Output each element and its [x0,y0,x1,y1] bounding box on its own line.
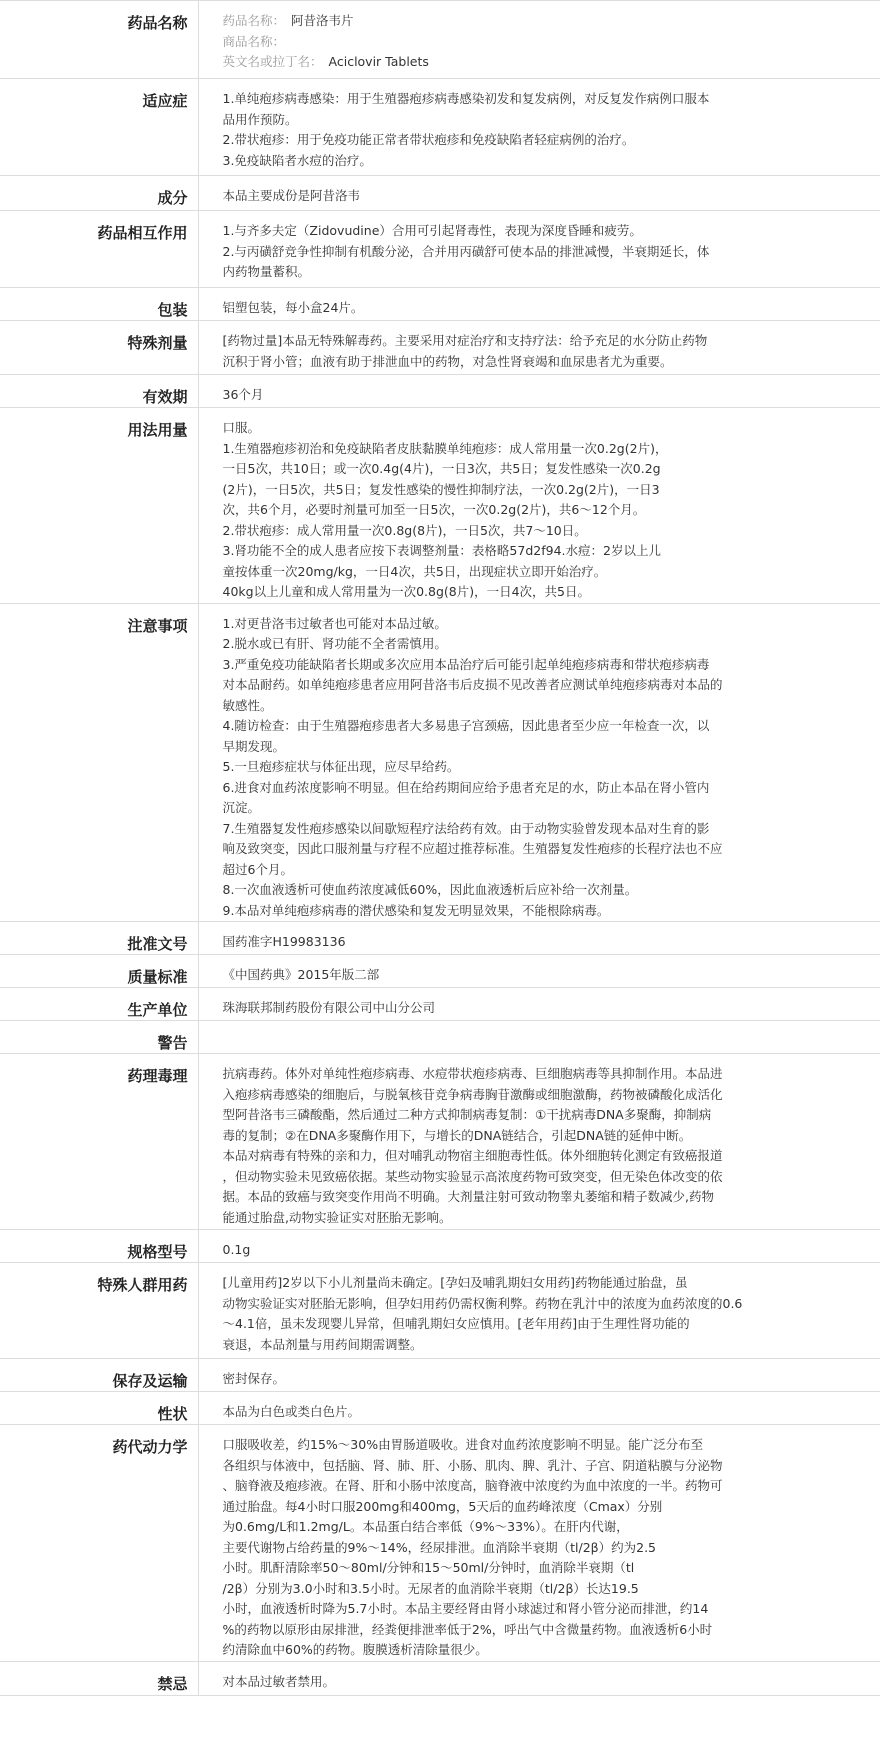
dosage-label: 用法用量 [0,408,198,604]
properties-text-line: 本品为白色或类白色片。 [222,1404,361,1419]
name-label: 药品名称 [0,1,198,79]
pharmacology-label: 药理毒理 [0,1054,198,1230]
row-warning [0,1021,880,1054]
special_dose-label: 特殊剂量 [0,321,198,375]
pharmacology-text-line: ，但动物实验未见致癌依据。某些动物实验显示高浓度药物可致突变，但无染色体改变的依 [222,1168,723,1184]
special_dose-text-line: [药物过量]本品无特殊解毒药。主要采用对症治疗和支持疗法：给予充足的水分防止药物 [222,333,708,348]
manufacturer-text-line: 珠海联邦制药股份有限公司中山分公司 [222,1000,436,1015]
special_population-value [198,1263,880,1359]
pharmacokinetics-text-line: 通过胎盘。每4小时口服200mg和400mg，5天后的血药峰浓度（Cmax）分别 [222,1498,663,1514]
dosage-text-line: 2.带状疱疹：成人常用量一次0.8g(8片)，一日5次，共7～10日。 [222,522,587,538]
precautions-text-line: 1.对更昔洛韦过敏者也可能对本品过敏。 [222,615,447,631]
pharmacokinetics-text-line: 约清除血中60%的药物。腹膜透析清除量很少。 [222,1642,488,1657]
trade-label: 商品名称： [222,33,286,49]
pharmacokinetics-text-line: 口服吸收差，约15%～30%由胃肠道吸收。进食对血药浓度影响不明显。能广泛分布至 [222,1437,704,1452]
ingredients-value [198,176,880,211]
row-special_population [0,1263,880,1359]
special_population-text-line: ～4.1倍，虽未发现婴儿异常，但哺乳期妇女应慎用。[老年用药]由于生理性肾功能的 [222,1316,690,1331]
dosage-text-line: 40kg以上儿童和成人常用量为一次0.8g(8片)，一日4次，共5日。 [222,584,591,599]
precautions-value [198,603,880,922]
validity-text-line: 36个月 [222,387,264,402]
precautions-text-line: 2.脱水或已有肝、肾功能不全者需慎用。 [222,636,447,651]
properties-value [198,1392,880,1425]
row-validity [0,375,880,408]
precautions-text-line: 3.严重免疫功能缺陷者长期或多次应用本品治疗后可能引起单纯疱疹病毒和带状疱疹病毒 [222,656,710,672]
pharmacokinetics-text-line: 主要代谢物占给药量的9%～14%，经尿排泄。血消除半衰期（tl/2β）约为2.5 [222,1539,657,1555]
precautions-text-line: 早期发现。 [222,738,286,754]
pharmacokinetics-text-line: 各组织与体液中，包括脑、肾、肺、肝、小肠、肌肉、脾、乳汁、子宫、阴道粘膜与分泌物 [222,1457,723,1473]
dosage-text-line: 一日5次，共10日；或一次0.4g(4片)，一日3次，共5日；复发性感染一次0.2g [222,461,661,476]
precautions-text-line: 对本品耐药。如单纯疱疹患者应用阿昔洛韦后皮损不见改善者应测试单纯疱疹病毒对本品的 [222,677,723,692]
pharmacology-text-line: 入疱疹病毒感染的细胞后，与脱氧核苷竞争病毒胸苷激酶或细胞激酶，药物被磷酸化成活化 [222,1086,723,1102]
storage-text-line: 密封保存。 [222,1371,286,1386]
row-special_dose [0,321,880,375]
row-package [0,288,880,321]
pharmacology-text-line: 能通过胎盘,动物实验证实对胚胎无影响。 [222,1209,452,1225]
ingredients-text-line: 本品主要成份是阿昔洛韦 [222,188,361,203]
english-value: Aciclovir Tablets [328,54,429,69]
row-precautions [0,603,880,922]
pharmacokinetics-text-line: 、脑脊液及疱疹液。在肾、肝和小肠中浓度高，脑脊液中浓度约为血中浓度的一半。药物可 [222,1478,723,1493]
row-storage [0,1359,880,1392]
dosage-text-line: 3.肾功能不全的成人患者应按下表调整剂量：表格略57d2f94.水痘：2岁以上儿 [222,543,661,558]
contraindications-label: 禁忌 [0,1661,198,1695]
row-interactions [0,211,880,288]
interactions-text-line: 2.与丙磺舒竞争性抑制有机酸分泌，合并用丙磺舒可使本品的排泄减慢，半衰期延长，体 [222,243,710,259]
manufacturer-value [198,988,880,1021]
special_population-label: 特殊人群用药 [0,1263,198,1359]
row-manufacturer [0,988,880,1021]
pharmacology-text-line: 型阿昔洛韦三磷酸酯，然后通过二种方式抑制病毒复制：①干扰病毒DNA多聚酶，抑制病 [222,1107,712,1122]
contraindications-text-line: 对本品过敏者禁用。 [222,1673,336,1689]
pharmacokinetics-text-line: %的药物以原形由尿排泄，经粪便排泄率低于2%，呼出气中含微量药物。血液透析6小时 [222,1621,713,1637]
package-text-line: 铝塑包装，每小盒24片。 [222,300,364,315]
pharmacokinetics-label: 药代动力学 [0,1425,198,1662]
indications-label: 适应症 [0,79,198,176]
pharmacology-text-line: 毒的复制；②在DNA多聚酶作用下，与增长的DNA链结合，引起DNA链的延伸中断。 [222,1127,692,1143]
row-contraindications [0,1661,880,1695]
name-line [223,11,841,32]
pharmacokinetics-text-line: 小时，血液透析时降为5.7小时。本品主要经肾由肾小球滤过和肾小管分泌而排泄，约14 [222,1601,709,1616]
precautions-text-line: 超过6个月。 [222,861,293,877]
pharmacology-text-line: 抗病毒药。体外对单纯性疱疹病毒、水痘带状疱疹病毒、巨细胞病毒等具抑制作用。本品进 [222,1066,723,1081]
generic-label: 药品名称： [222,13,286,28]
indications-text-line: 3.免疫缺陷者水痘的治疗。 [222,152,372,168]
row-indications [0,79,880,176]
pharmacology-value [198,1054,880,1230]
approval-text-line: 国药准字H19983136 [222,934,346,949]
precautions-text-line: 5.一旦疱疹症状与体征出现，应尽早给药。 [222,759,460,774]
name-value [198,1,880,79]
dosage-text-line: 次，共6个月，必要时剂量可加至一日5次，一次0.2g(2片)，共6～12个月。 [222,502,646,517]
approval-label: 批准文号 [0,922,198,955]
english-label: 英文名或拉丁名： [222,54,323,69]
precautions-text-line: 7.生殖器复发性疱疹感染以间歇短程疗法给药有效。由于动物实验曾发现本品对生育的影 [222,820,710,836]
specification-label: 规格型号 [0,1230,198,1263]
special_dose-value [198,321,880,375]
pharmacokinetics-value [198,1425,880,1662]
precautions-text-line: 沉淀。 [222,800,261,815]
row-properties [0,1392,880,1425]
special_population-text-line: 动物实验证实对胚胎无影响，但孕妇用药仍需权衡利弊。药物在乳汁中的浓度为血药浓度的0.6 [222,1295,743,1311]
interactions-text-line: 内药物量蓄积。 [222,264,311,279]
row-pharmacology [0,1054,880,1230]
generic-value: 阿昔洛韦片 [291,13,354,28]
precautions-text-line: 8.一次血液透析可使血药浓度减低60%，因此血液透析后应补给一次剂量。 [222,882,638,897]
standard-text-line: 《中国药典》2015年版二部 [222,967,380,982]
row-specification [0,1230,880,1263]
pharmacokinetics-text-line: /2β）分别为3.0小时和3.5小时。无尿者的血消除半衰期（tl/2β）长达19.5 [222,1580,639,1596]
pharmacokinetics-text-line: 为0.6mg/L和1.2mg/L。本品蛋白结合率低（9%～33%）。在肝内代谢， [222,1519,629,1534]
precautions-text-line: 9.本品对单纯疱疹病毒的潜伏感染和复发无明显效果，不能根除病毒。 [222,902,610,918]
validity-label: 有效期 [0,375,198,408]
precautions-text-line: 6.进食对血药浓度影响不明显。但在给药期间应给予患者充足的水，防止本品在肾小管内 [222,779,710,795]
pharmacology-text-line: 据。本品的致癌与致突变作用尚不明确。大剂量注射可致动物睾丸萎缩和精子数减少,药物 [222,1189,714,1204]
precautions-text-line: 响及致突变，因此口服剂量与疗程不应超过推荐标准。生殖器复发性疱疹的长程疗法也不应 [222,841,723,856]
storage-value [198,1359,880,1392]
precautions-text-line: 敏感性。 [222,697,273,713]
interactions-text-line: 1.与齐多夫定（Zidovudine）合用可引起肾毒性，表现为深度昏睡和疲劳。 [222,223,642,238]
validity-value [198,375,880,408]
storage-label: 保存及运输 [0,1359,198,1392]
row-approval [0,922,880,955]
specification-value [198,1230,880,1263]
dosage-text-line: 1.生殖器疱疹初治和免疫缺陷者皮肤黏膜单纯疱疹：成人常用量一次0.2g(2片)， [222,440,668,456]
pharmacology-text-line: 本品对病毒有特殊的亲和力，但对哺乳动物宿主细胞毒性低。体外细胞转化测定有致癌报道 [222,1148,723,1163]
special_dose-text-line: 沉积于肾小管；血液有助于排泄血中的药物，对急性肾衰竭和血尿患者尤为重要。 [222,353,673,369]
package-value [198,288,880,321]
row-ingredients [0,176,880,211]
interactions-label: 药品相互作用 [0,211,198,288]
indications-text-line: 2.带状疱疹：用于免疫功能正常者带状疱疹和免疫缺陷者轻症病例的治疗。 [222,132,635,147]
contraindications-value [198,1661,880,1695]
row-pharmacokinetics [0,1425,880,1662]
warning-label: 警告 [0,1021,198,1054]
pharmacokinetics-text-line: 小时。肌酐清除率50～80ml/分钟和15～50ml/分钟时，血消除半衰期（tl [222,1560,635,1575]
special_population-text-line: [儿童用药]2岁以下小儿剂量尚未确定。[孕妇及哺乳期妇女用药]药物能通过胎盘，虽 [222,1275,688,1290]
row-name [0,1,880,79]
row-standard [0,955,880,988]
precautions-text-line: 4.随访检查：由于生殖器疱疹患者大多易患子宫颈癌，因此患者至少应一年检查一次，以 [222,718,710,733]
special_population-text-line: 衰退，本品剂量与用药间期需调整。 [222,1336,423,1352]
spec-table-body [0,1,880,1696]
specification-text-line: 0.1g [222,1242,251,1257]
precautions-label: 注意事项 [0,603,198,922]
indications-text-line: 品用作预防。 [222,111,298,127]
interactions-value [198,211,880,288]
indications-value [198,79,880,176]
standard-value [198,955,880,988]
standard-label: 质量标准 [0,955,198,988]
properties-label: 性状 [0,1392,198,1425]
manufacturer-label: 生产单位 [0,988,198,1021]
dosage-text-line: 童按体重一次20mg/kg，一日4次，共5日，出现症状立即开始治疗。 [222,563,607,579]
dosage-text-line: 口服。 [222,420,261,435]
warning-value [198,1021,880,1054]
dosage-value [198,408,880,604]
ingredients-label: 成分 [0,176,198,211]
package-label: 包装 [0,288,198,321]
name-line [223,32,841,53]
name-line [223,52,841,73]
approval-value [198,922,880,955]
dosage-text-line: (2片)，一日5次，共5日；复发性感染的慢性抑制疗法，一次0.2g(2片)，一日3 [222,481,660,497]
row-dosage [0,408,880,604]
indications-text-line: 1.单纯疱疹病毒感染：用于生殖器疱疹病毒感染初发和复发病例，对反复发作病例口服本 [222,91,710,106]
